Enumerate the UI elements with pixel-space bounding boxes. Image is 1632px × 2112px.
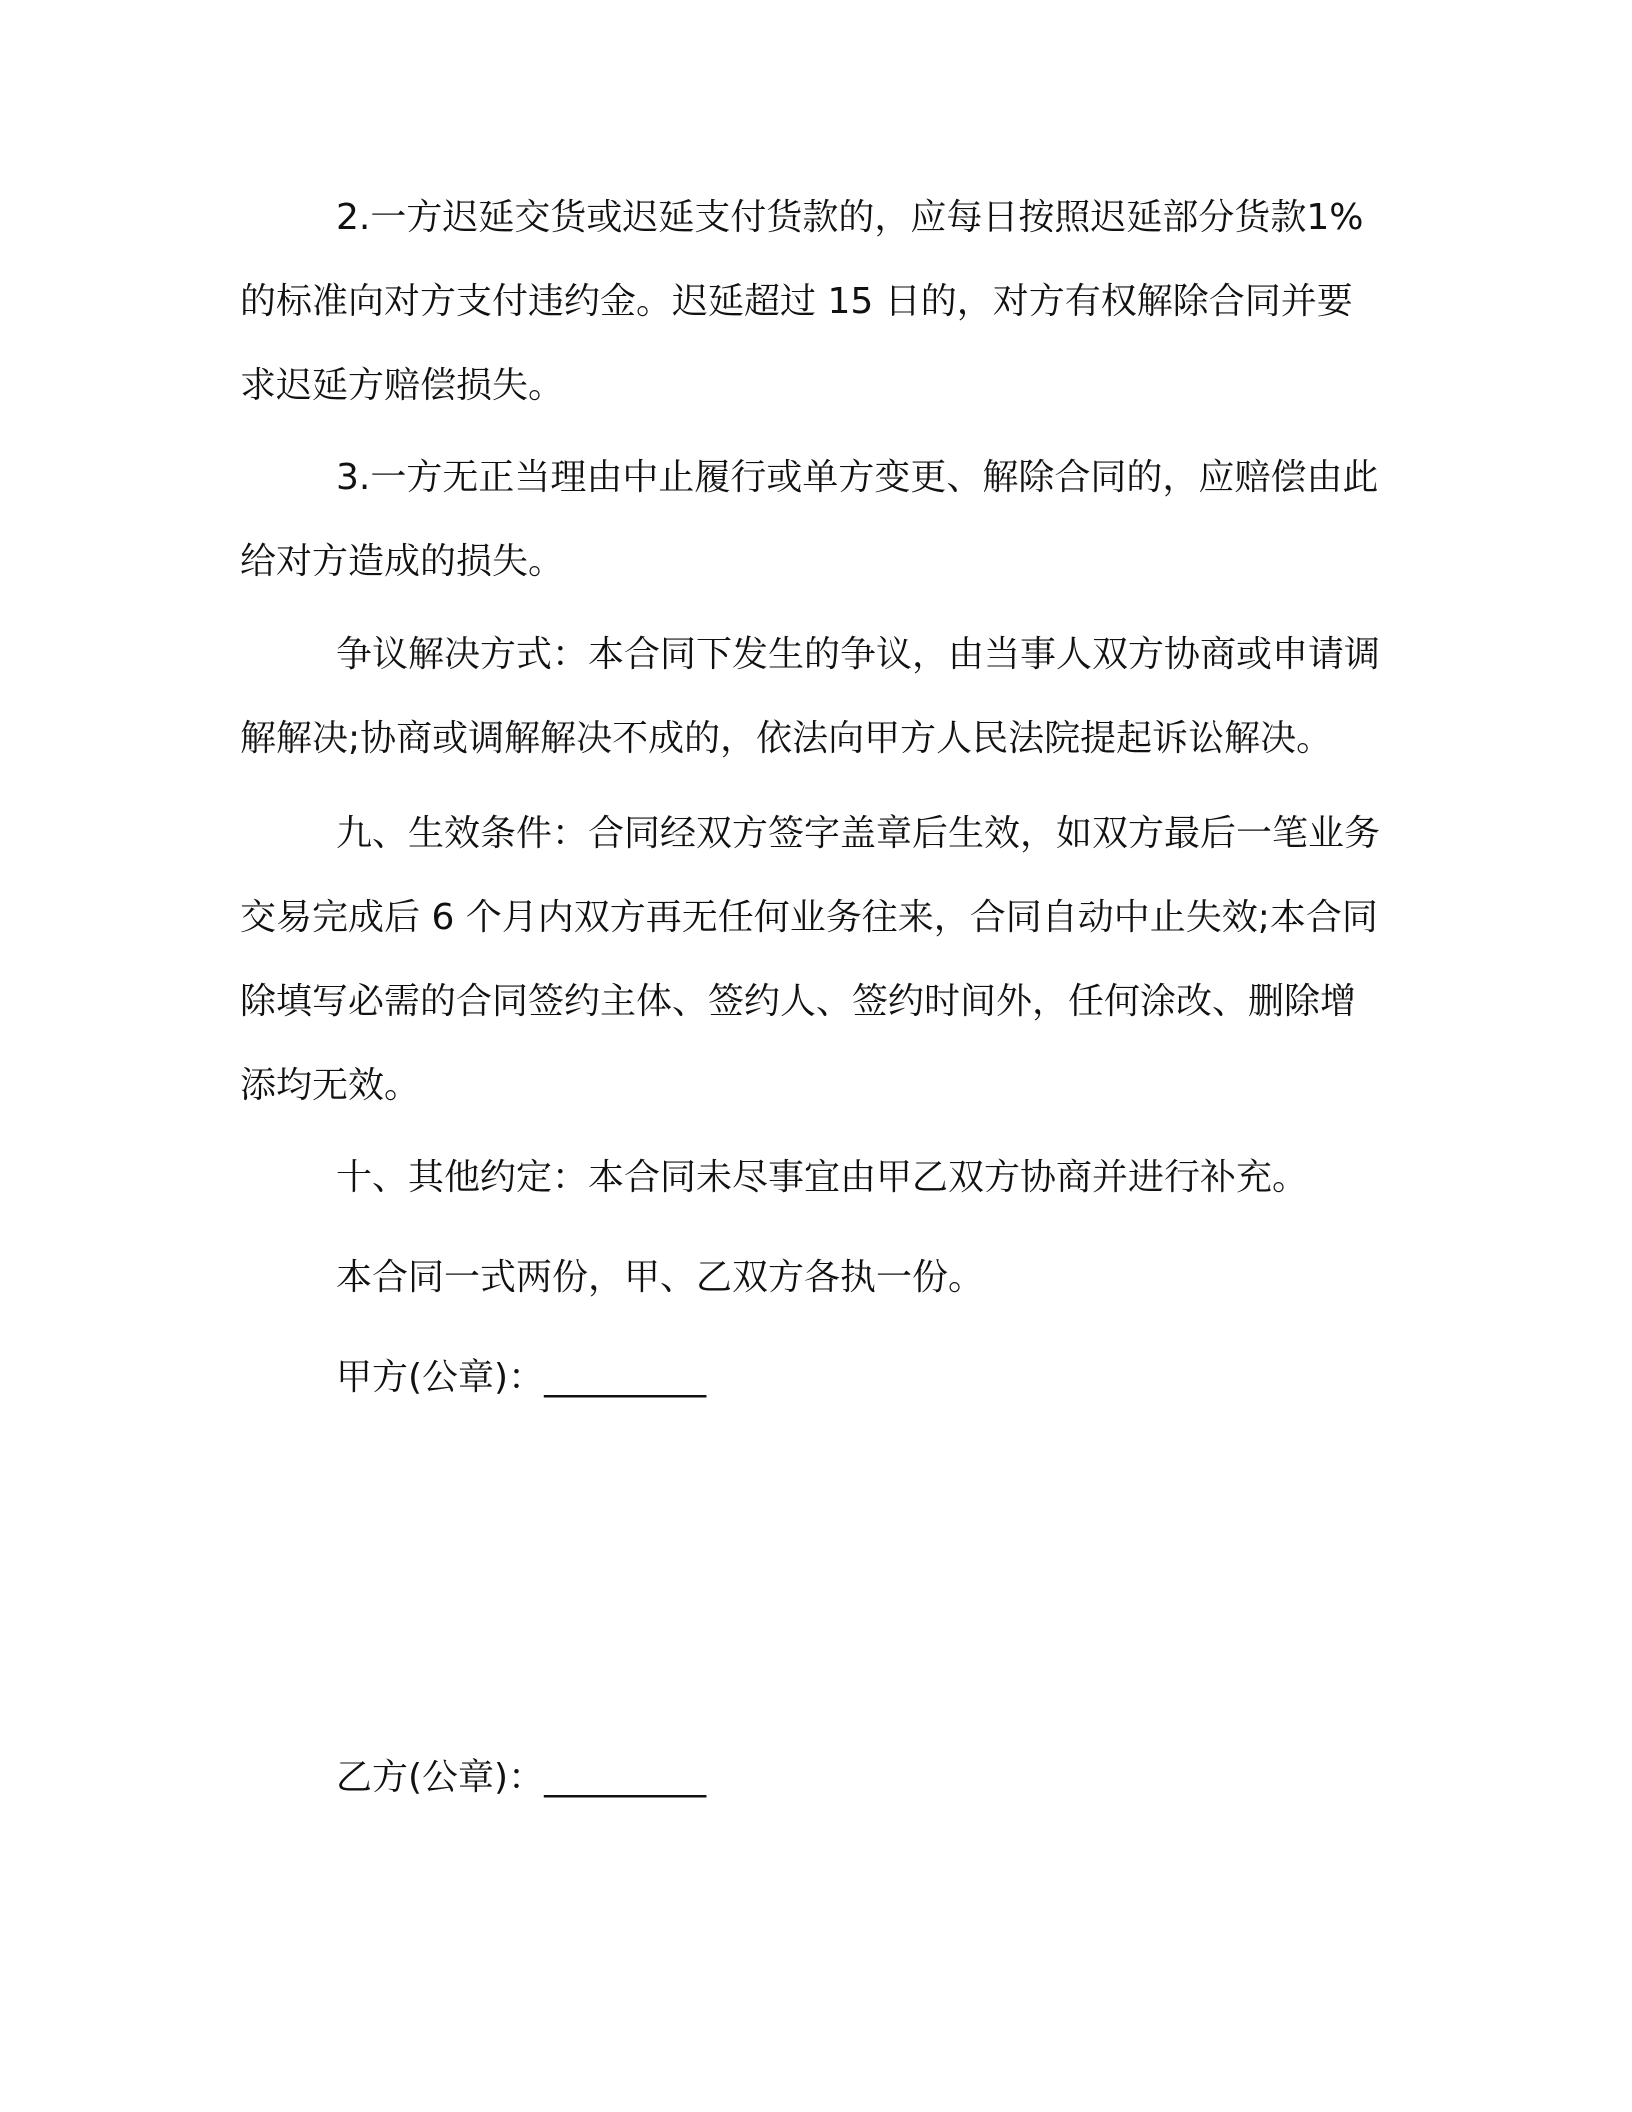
clause-other-agreements: 十、其他约定：本合同未尽事宜由甲乙双方协商并进行补充。 xyxy=(336,1157,1309,1198)
party-b-signature-line: 乙方(公章)：_________ xyxy=(336,1757,707,1798)
clause-late-delivery-penalty: 2.一方迟延交货或迟延支付货款的，应每日按照迟延部分货款1%的标准向对方支付违约金。迟延超过 15 日的，对方有权解除合同并要求迟延方赔偿损失。 xyxy=(240,197,1364,406)
clause-dispute-resolution: 争议解决方式：本合同下发生的争议，由当事人双方协商或申请调解解决;协商或调解解决不成的，依法向甲方人民法院提起诉讼解决。 xyxy=(240,634,1381,759)
clause-copies: 本合同一式两份，甲、乙双方各执一份。 xyxy=(336,1257,985,1298)
clause-unilateral-termination: 3.一方无正当理由中止履行或单方变更、解除合同的，应赔偿由此给对方造成的损失。 xyxy=(240,457,1379,582)
clause-effective-conditions: 九、生效条件：合同经双方签字盖章后生效，如双方最后一笔业务交易完成后 6 个月内双方再无任何业务往来，合同自动中止失效;本合同除填写必需的合同签约主体、签约人、签约时间外，任何涂改、删除增添均无效。 xyxy=(240,813,1381,1106)
party-a-signature-line: 甲方(公章)：_________ xyxy=(336,1357,707,1398)
